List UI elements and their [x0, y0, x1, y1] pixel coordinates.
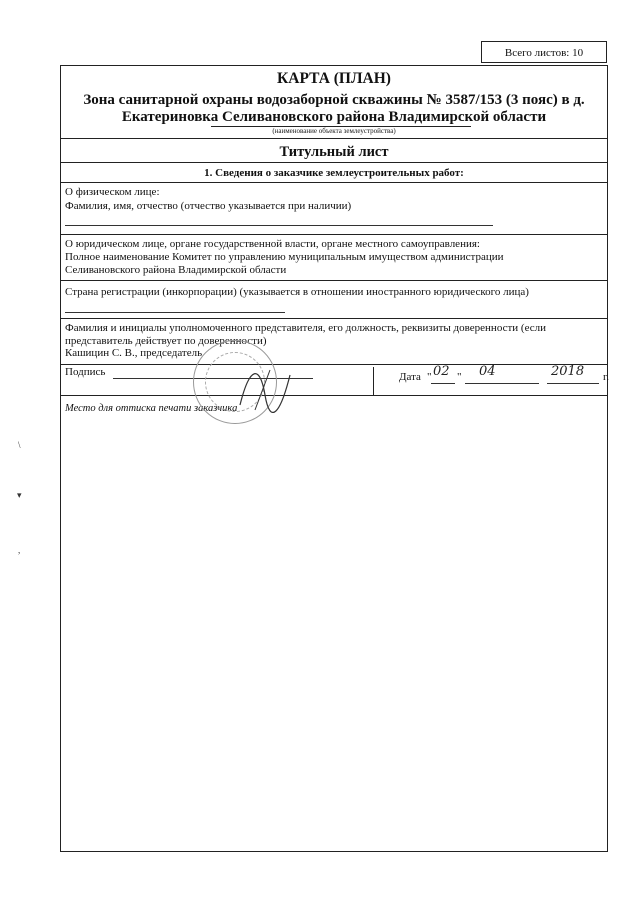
signature-date-separator	[373, 367, 374, 395]
registration-line	[65, 312, 285, 313]
margin-mark: ,	[18, 545, 21, 555]
section-title: Титульный лист	[279, 144, 389, 160]
divider	[61, 364, 607, 365]
divider	[61, 162, 607, 163]
date-day: 02	[433, 364, 450, 379]
individual-label: О физическом лице:	[65, 186, 160, 198]
individual-name-field-label: Фамилия, имя, отчество (отчество указывается при наличии)	[65, 200, 352, 212]
stamp-place-label: Место для оттиска печати заказчика	[65, 403, 238, 414]
divider	[61, 280, 607, 281]
date-day-line	[431, 383, 455, 384]
date-label: Дата	[399, 371, 421, 383]
date-year-suffix: г.	[603, 371, 610, 383]
divider	[61, 234, 607, 235]
divider	[61, 138, 607, 139]
section-heading: 1. Сведения о заказчике землеустроительных работ:	[204, 167, 464, 179]
date-year-line	[547, 383, 599, 384]
signature-label: Подпись	[65, 366, 106, 378]
margin-mark: \	[18, 440, 21, 450]
object-caption: (наименование объекта землеустройства)	[272, 127, 396, 135]
divider	[61, 182, 607, 183]
date-month-line	[465, 383, 539, 384]
document-title: КАРТА (ПЛАН)	[277, 70, 391, 87]
total-sheets-label: Всего листов:	[504, 47, 570, 59]
document-frame: КАРТА (ПЛАН) Зона санитарной охраны водозаборной скважины № 3587/153 (3 пояс) в д. Екатериновка Селивановского района Владимирской области (наименование объекта землеустройства) Титульный лист 1. Сведения о заказчике землеустроительных работ: О физическом лице: Фамилия, имя, отчество (отчество указывается при наличии) О юридическом лице, органе государственной власти, органе местного самоуправления: Полное наименование Комитет по управлению муниципальным имуществом администрации Селивановского района Владимирской области Страна регистрации (инкорпорации) (указывается в отношении иностранного юридического лица) Фамилия и инициалы уполномоченного представителя, его должность, реквизиты доверенности (если представитель действует по доверенности) Кашицин С. В., председатель Подпись Дата " 02 " 04 2018 г. Место для оттиска печати заказчика	[60, 65, 608, 852]
date-month: 04	[479, 364, 496, 379]
margin-mark: ▾	[17, 490, 22, 500]
legal-entity-full-name: Полное наименование Комитет по управлению муниципальным имуществом администрации Селивановского района Владимирской области	[65, 251, 504, 276]
registration-country-label: Страна регистрации (инкорпорации) (указывается в отношении иностранного юридического лица)	[65, 286, 529, 298]
signature-scribble	[230, 355, 300, 425]
total-sheets-count: 10	[572, 47, 584, 59]
divider	[61, 395, 607, 396]
date-year: 2018	[551, 364, 585, 379]
total-sheets-box	[481, 41, 607, 63]
legal-entity-label: О юридическом лице, органе государственной власти, органе местного самоуправления:	[65, 238, 480, 250]
representative-label: Фамилия и инициалы уполномоченного представителя, его должность, реквизиты доверенности (если представитель действует по доверенности)	[65, 322, 546, 347]
divider	[61, 318, 607, 319]
document-subtitle: Зона санитарной охраны водозаборной скважины № 3587/153 (3 пояс) в д. Екатериновка Селивановского района Владимирской области	[83, 92, 585, 125]
individual-name-line	[65, 225, 493, 226]
representative-value: Кашицин С. В., председатель	[65, 347, 203, 359]
